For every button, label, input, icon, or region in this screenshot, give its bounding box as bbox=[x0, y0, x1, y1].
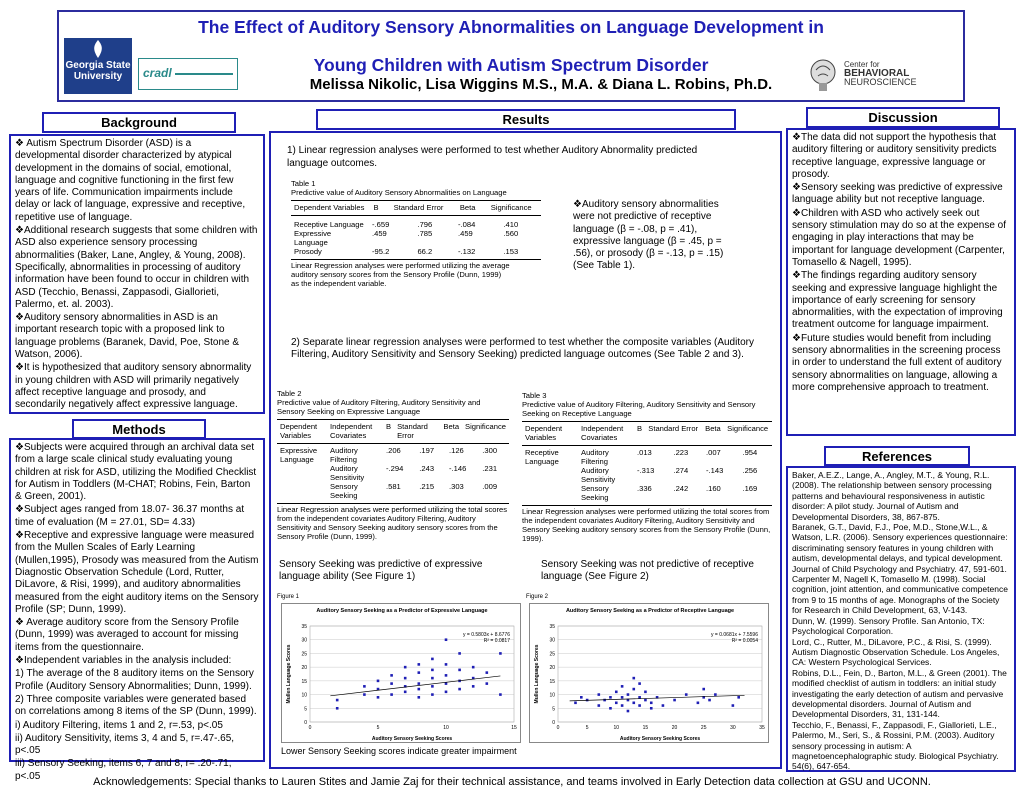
results-intro-2: 2) Separate linear regression analyses were performed to test whether the composite variables (Auditory Filtering, Auditory Sensitivity and Sensory Seeking) predicted language outcomes (See Table 2 and 3). bbox=[291, 337, 755, 361]
data-point bbox=[445, 674, 448, 677]
data-point bbox=[431, 677, 434, 680]
background-item: ❖ Autism Spectrum Disorder (ASD) is a developmental disorder characterized by atypical development in the domains of social, emotional, language and cognitive functioning in the first few years of life. Communication impairments include delay or lack of language, expressive and receptive, repetitive use of language. bbox=[15, 138, 246, 223]
data-point bbox=[336, 707, 339, 710]
y-tick-label: 5 bbox=[304, 706, 307, 713]
trend-equation: y = 0.5803x + 8.6776 bbox=[463, 632, 510, 638]
y-axis-label: Mullen Language Scores bbox=[286, 644, 292, 704]
y-tick-label: 35 bbox=[301, 624, 307, 630]
data-point bbox=[418, 688, 421, 691]
data-point bbox=[737, 696, 740, 699]
results-header: Results bbox=[316, 109, 736, 130]
data-point bbox=[486, 671, 489, 674]
data-point bbox=[499, 652, 502, 655]
y-tick-label: 0 bbox=[552, 720, 555, 726]
reference-item: Baker, A.E.Z., Lange, A., Angley, M.T., & Young, R.L. (2008). The relationship between sensory processing patterns and behavioural responsiveness in autistic disorder: A pilot study. Journal of Autism and Developmental Disorders, 38, 867-875. bbox=[792, 470, 992, 522]
data-point bbox=[621, 685, 624, 688]
trend-r2: R² = 0.0817 bbox=[483, 638, 510, 644]
y-tick-label: 20 bbox=[301, 665, 307, 672]
data-point bbox=[650, 707, 653, 710]
cbn-logo bbox=[806, 56, 942, 96]
data-point bbox=[472, 666, 475, 669]
data-point bbox=[598, 704, 601, 707]
background-item: ❖Additional research suggests that some children with ASD also experience sensory processing abnormalities (Baker, Lane, Angley, & Young, 2008). Specifically, abnormalities in processing of auditory information have been found to occur in children with ASD (Tecchio, Benassi, Zappasodi, Giallorieti, Palermo, et. al. 2003). bbox=[15, 225, 258, 310]
background-header: Background bbox=[42, 112, 236, 133]
background-panel bbox=[9, 134, 265, 414]
data-point bbox=[673, 699, 676, 702]
x-axis-label: Auditory Sensory Seeking Scores bbox=[619, 736, 701, 742]
discussion-item: ❖The data did not support the hypothesis that auditory filtering or auditory sensitivity predicts receptive language, expressive language or prosody. bbox=[792, 132, 997, 180]
data-point bbox=[574, 702, 577, 705]
table-3-title: Predictive value of Auditory Filtering, Auditory Sensitivity and Sensory Seeking on Receptive Language bbox=[522, 400, 756, 418]
data-point bbox=[377, 696, 380, 699]
data-point bbox=[472, 685, 475, 688]
methods-numbered-item: 2) Three composite variables were generated based on correlations among 8 items of the SP (Dunn, 1999). bbox=[15, 693, 257, 718]
trend-r2: R² = 0.0054 bbox=[731, 638, 758, 644]
table-2-note: Linear Regression analyses were performed utilizing the total scores from the independent covariates Auditory Filtering, Auditory Sensitivity and Sensory Seeking auditory sensory scores from the Sensory Profile (Dunn, 1999). bbox=[277, 505, 508, 541]
table-2 bbox=[277, 389, 509, 541]
data-point bbox=[458, 688, 461, 691]
results-bottom-note: Lower Sensory Seeking scores indicate greater impairment bbox=[281, 746, 517, 756]
data-point bbox=[377, 680, 380, 683]
references-panel bbox=[786, 466, 1016, 772]
data-point bbox=[363, 693, 366, 696]
x-tick-label: 30 bbox=[730, 725, 736, 731]
discussion-panel bbox=[786, 128, 1016, 436]
methods-numbered-item: iii) Sensory Seeking, items 6, 7 and 8, r= .20-.71, p<.05 bbox=[15, 758, 232, 782]
x-tick-label: 35 bbox=[759, 725, 765, 731]
discussion-header: Discussion bbox=[806, 107, 1000, 128]
methods-header: Methods bbox=[72, 419, 206, 439]
data-point bbox=[431, 693, 434, 696]
table-row: Expressive Language Auditory Filtering .206 .197 .126 .300 bbox=[280, 446, 498, 464]
data-point bbox=[445, 663, 448, 666]
results-intro-1: 1) Linear regression analyses were performed to test whether Auditory Abnormality predicted language outcomes. bbox=[287, 145, 698, 169]
y-axis-label: Mullen Language Scores bbox=[534, 644, 540, 704]
data-point bbox=[418, 671, 421, 674]
x-tick-label: 10 bbox=[613, 725, 620, 731]
table-2-title: Predictive value of Auditory Filtering, Auditory Sensitivity and Sensory Seeking on Expressive Language bbox=[277, 398, 481, 416]
table-1 bbox=[291, 179, 541, 288]
poster-title-line2: Young Children with Autism Spectrum Disorder bbox=[313, 55, 709, 75]
data-point bbox=[404, 666, 407, 669]
y-tick-label: 25 bbox=[549, 651, 555, 658]
data-point bbox=[580, 696, 583, 699]
discussion-item: ❖Sensory seeking was predictive of expressive language ability but not receptive language. bbox=[792, 182, 1003, 206]
y-tick-label: 20 bbox=[549, 665, 555, 672]
data-point bbox=[714, 693, 717, 696]
data-point bbox=[486, 682, 489, 685]
data-point bbox=[404, 677, 407, 680]
gsu-logo-text: Georgia State University bbox=[65, 60, 131, 82]
methods-item: ❖Subject ages ranged from 18.07- 36.37 months at time of evaluation (M = 27.01, SD= 4.33) bbox=[15, 504, 245, 528]
x-tick-label: 15 bbox=[511, 725, 517, 731]
cradl-logo-text: cradl bbox=[143, 66, 172, 80]
data-point bbox=[732, 704, 735, 707]
data-point bbox=[638, 682, 641, 685]
data-point bbox=[644, 699, 647, 702]
data-point bbox=[499, 693, 502, 696]
reference-item: Baranek, G.T., David, F.J., Poe, M.D., Stone,W.L., & Watson, L.R. (2006). Sensory experiences questionnaire: discriminating sensory features in young children with autism, developmental delays, and typical development. Journal of Child Psychology and Psychiatry. 47, 591-601. bbox=[792, 522, 1008, 574]
data-point bbox=[621, 704, 624, 707]
table-2-label: Table 2 bbox=[277, 389, 302, 398]
data-point bbox=[644, 691, 647, 694]
table-1-note: Linear Regression analyses were performed utilizing the average auditory sensory scores from the Sensory Profile (Dunn, 1999) as the independent variable. bbox=[291, 261, 510, 288]
figure-2-caption: Sensory Seeking was not predictive of receptive language (See Figure 2) bbox=[541, 559, 754, 583]
table-row: Sensory Seeking .581 .215 .303 .009 bbox=[330, 482, 498, 500]
background-item: ❖It is hypothesized that auditory sensory abnormality in young children with ASD will primarily negatively affect receptive language and prosody, and secondarily negatively affect expressive language. bbox=[15, 362, 252, 411]
data-point bbox=[632, 688, 635, 691]
methods-item: ❖Independent variables in the analysis included: bbox=[15, 655, 232, 667]
references-header: References bbox=[824, 446, 970, 466]
data-point bbox=[615, 702, 618, 705]
y-tick-label: 35 bbox=[549, 624, 555, 630]
table-3 bbox=[522, 391, 772, 543]
table-3-note: Linear Regression analyses were performed utilizing the total scores from the independent covariates Auditory Filtering, Auditory Sensitivity and Sensory Seeking auditory sensory scores from the Sensory Profile (Dunn, 1999). bbox=[522, 507, 771, 543]
data-point bbox=[598, 693, 601, 696]
x-tick-label: 5 bbox=[376, 725, 380, 731]
data-point bbox=[697, 702, 700, 705]
data-point bbox=[708, 699, 711, 702]
poster-authors: Melissa Nikolic, Lisa Wiggins M.S., M.A. & Diana L. Robins, Ph.D. bbox=[309, 76, 773, 93]
figure-1-chart bbox=[281, 603, 521, 743]
y-tick-label: 25 bbox=[301, 651, 307, 658]
reference-item: Tecchio, F., Benassi, F., Zappasodi, F., Giallorieti, L.E., Palermo, M., Seri, S., & Rossini, P.M. (2003). Auditory sensory processing in autism: A magnetoencephalographic study. Biological Psychiatry. 54(6), 647-654. bbox=[792, 719, 999, 772]
data-point bbox=[458, 652, 461, 655]
data-point bbox=[431, 658, 434, 661]
data-point bbox=[336, 699, 339, 702]
methods-numbered-item: ii) Auditory Sensitivity, items 3, 4 and 5, r=.47-.65, p<.05 bbox=[15, 732, 235, 757]
x-tick-label: 0 bbox=[308, 725, 312, 731]
data-point bbox=[404, 691, 407, 694]
data-point bbox=[418, 696, 421, 699]
cbn-logo-line3: NEUROSCIENCE bbox=[844, 77, 917, 87]
data-point bbox=[615, 691, 618, 694]
table-row: Receptive Language Auditory Filtering .013 .223 .007 .954 bbox=[525, 448, 758, 466]
y-tick-label: 15 bbox=[301, 678, 307, 685]
discussion-item: ❖Future studies would benefit from including sensory abnormalities in the screening process in order to understand the full extent of auditory sensory abnormalities on language, allowing a more comprehensive approach to treatment. bbox=[792, 332, 1002, 393]
data-point bbox=[445, 638, 448, 641]
data-point bbox=[702, 688, 705, 691]
table-row: Auditory Sensitivity -.294 .243 -.146 .231 bbox=[330, 464, 498, 482]
x-tick-label: 15 bbox=[642, 725, 649, 731]
figure-1-label: Figure 1 bbox=[277, 594, 300, 600]
poster-title-line1: The Effect of Auditory Sensory Abnormalities on Language Development in bbox=[198, 17, 824, 37]
y-tick-label: 30 bbox=[301, 637, 307, 644]
chart-title: Auditory Sensory Seeking as a Predictor of Receptive Language bbox=[565, 608, 735, 614]
data-point bbox=[609, 707, 612, 710]
figure-2-chart bbox=[529, 603, 769, 743]
y-tick-label: 0 bbox=[304, 720, 307, 726]
x-tick-label: 5 bbox=[585, 725, 589, 731]
chart-title: Auditory Sensory Seeking as a Predictor of Expressive Language bbox=[316, 608, 488, 614]
data-point bbox=[390, 693, 393, 696]
table-row: Receptive Language -.659 .796 -.084 .410 bbox=[294, 220, 519, 229]
methods-item: ❖Receptive and expressive language were measured from the Mullen Scales of Early Learning (Mullen,1995), Prosody was measured from the Autism Diagnostic Observation Schedule (Lord, Rutter, DiLavore, & Risi, 1999), and auditory abnormalities measured from the eight auditory items on the Sensory Profile (SP; Dunn, 1999). bbox=[15, 530, 259, 615]
methods-panel bbox=[9, 438, 265, 782]
methods-numbered-item: i) Auditory Filtering, items 1 and 2, r=.53, p<.05 bbox=[15, 719, 223, 731]
x-tick-label: 0 bbox=[556, 725, 560, 731]
gsu-logo bbox=[64, 38, 132, 94]
data-point bbox=[431, 685, 434, 688]
methods-item: ❖Subjects were acquired through an archival data set from a large scale clinical study evaluating young children at risk for ASD, utilizing the Modified Checklist for Autism in Toddlers (M-CHAT; Robins, Fein, Barton & Green, 2001). bbox=[15, 442, 257, 503]
discussion-item: ❖Children with ASD who actively seek out sensory stimulation may do so at the expense of engaging in play interactions that may be important for language development (Carpenter, Tomasello & Nagell, 1995). bbox=[792, 207, 1007, 268]
x-tick-label: 10 bbox=[443, 725, 449, 731]
data-point bbox=[458, 669, 461, 672]
trend-equation: y = 0.0681x + 7.5596 bbox=[711, 632, 758, 638]
data-point bbox=[390, 682, 393, 685]
results-note-1: ❖Auditory sensory abnormalities were not predictive of receptive language (β = -.08, p = .41), expressive language (β = .45, p = .56), or prosody (β = -.13, p = .15) (See Table 1). bbox=[573, 199, 724, 272]
table-3-label: Table 3 bbox=[522, 391, 547, 400]
data-point bbox=[627, 693, 630, 696]
reference-item: Robins, D.L., Fein, D., Barton, M.L., & Green (2001). The modified checklist of autism in toddlers: an initial study investigating the early detection of autism and pervasive developmental disorders. Journal of Autism and Developmental Disorders, 31, 131-144. bbox=[792, 667, 1007, 720]
table-row: Expressive Language .459 .785 .459 .560 bbox=[294, 229, 519, 247]
gsu-flame-icon bbox=[88, 40, 108, 58]
x-axis-label: Auditory Sensory Seeking Scores bbox=[371, 736, 453, 742]
data-point bbox=[609, 696, 612, 699]
data-point bbox=[638, 696, 641, 699]
data-point bbox=[638, 704, 641, 707]
table-row: Sensory Seeking .336 .242 .160 .169 bbox=[581, 484, 758, 502]
methods-numbered-item: 1) The average of the 8 auditory items on the Sensory Profile (Auditory Sensory Abnormalities; Dunn, 1999). bbox=[15, 668, 254, 692]
data-point bbox=[418, 682, 421, 685]
x-tick-label: 20 bbox=[671, 725, 678, 731]
data-point bbox=[445, 691, 448, 694]
reference-item: Carpenter M, Nagell K, Tomasello M. (1998). Social cognition, joint attention, and communicative competence from 9 to 15 months of age. Monographs of the Society for Research in Child Development, 63, V-143. bbox=[792, 574, 1008, 616]
table-2-header-row: Dependent Variables Independent Covariates B Standard Error Beta Significance bbox=[280, 422, 506, 440]
figure-1-caption: Sensory Seeking was predictive of expressive language ability (See Figure 1) bbox=[279, 559, 483, 583]
reference-item: Lord, C., Rutter, M., DiLavore, P.C., & Risi, S. (1999). Autism Diagnostic Observation Schedule. Los Angeles, CA: Western Psychological Services. bbox=[792, 636, 1000, 668]
methods-item: ❖ Average auditory score from the Sensory Profile (Dunn, 1999) was averaged to account for missing items from the questionnaire. bbox=[15, 617, 239, 653]
y-tick-label: 15 bbox=[549, 678, 555, 685]
figure-2-label: Figure 2 bbox=[526, 594, 549, 600]
data-point bbox=[390, 674, 393, 677]
background-item: ❖Auditory sensory abnormalities in ASD is an important research topic with a proposed link to language problems (Baranek, David, Poe, Stone & Watson, 2006). bbox=[15, 312, 240, 361]
table-row: Auditory Sensitivity -.313 .274 -.143 .256 bbox=[581, 466, 758, 484]
table-row: Prosody -95.2 66.2 -.132 .153 bbox=[294, 247, 519, 256]
brain-head-icon bbox=[808, 58, 838, 92]
discussion-item: ❖The findings regarding auditory sensory seeking and expressive language highlight the importance of early screening for sensory abnormalities, with the expectation of improving treatment outcome for language impairment. bbox=[792, 270, 1003, 331]
y-tick-label: 10 bbox=[549, 692, 555, 699]
table-1-header-row: Dependent Variables B Standard Error Beta Significance bbox=[294, 203, 532, 212]
table-1-label: Table 1 bbox=[291, 179, 316, 188]
acknowledgements: Acknowledgements: Special thanks to Lauren Stites and Jamie Zaj for their technical assistance, and teams involved in Early Detection data collection at GSU and UCONN. bbox=[93, 776, 931, 788]
y-tick-label: 10 bbox=[301, 692, 307, 699]
y-tick-label: 30 bbox=[549, 637, 555, 644]
results-panel bbox=[269, 131, 782, 769]
table-1-title: Predictive value of Auditory Sensory Abnormalities on Language bbox=[291, 188, 507, 197]
x-tick-label: 25 bbox=[700, 725, 707, 731]
data-point bbox=[431, 669, 434, 672]
data-point bbox=[650, 702, 653, 705]
table-3-header-row: Dependent Variables Independent Covariates B Standard Error Beta Significance bbox=[525, 424, 769, 442]
cbn-logo-line2: BEHAVIORAL bbox=[844, 68, 910, 79]
data-point bbox=[685, 693, 688, 696]
cbn-logo-line1: Center for bbox=[844, 60, 880, 69]
data-point bbox=[632, 677, 635, 680]
data-point bbox=[363, 685, 366, 688]
data-point bbox=[662, 704, 665, 707]
data-point bbox=[627, 710, 630, 713]
data-point bbox=[418, 663, 421, 666]
y-tick-label: 5 bbox=[552, 706, 555, 713]
cradl-logo bbox=[138, 58, 238, 90]
data-point bbox=[621, 696, 624, 699]
data-point bbox=[632, 702, 635, 705]
reference-item: Dunn, W. (1999). Sensory Profile. San Antonio, TX: Psychological Corporation. bbox=[792, 615, 985, 637]
